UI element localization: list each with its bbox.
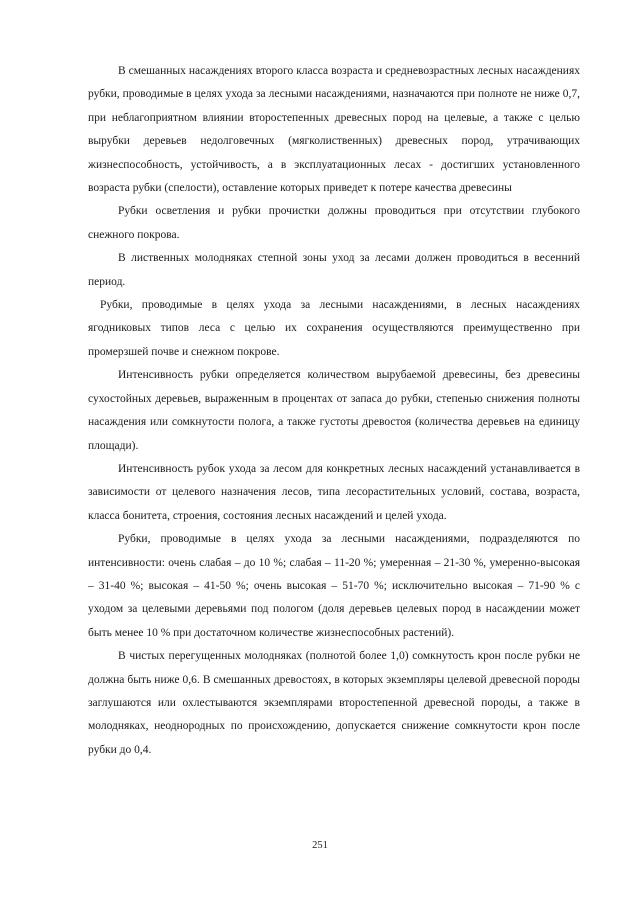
- paragraph-6: Интенсивность рубок ухода за лесом для конкретных лесных насаждений устанавливается в зависимости от целевого назначения лесов, типа лесорастительных условий, состава, возраста, класса бонитета, строения, состояния лесных насаждений и целей ухода.: [88, 462, 580, 522]
- paragraph-4: Рубки, проводимые в целях ухода за лесными насаждениями, в лесных насаждениях ягодниковых типов леса с целью их сохранения осуществляются преимущественно при промерзшей почве и снежном покрове.: [88, 299, 580, 358]
- paragraph-3: В лиственных молодняках степной зоны уход за лесами должен проводиться в весенний период.: [88, 252, 580, 288]
- paragraph-7: Рубки, проводимые в целях ухода за лесными насаждениями, подразделяются по интенсивности: очень слабая – до 10 %; слабая – 11-20 %; умеренная – 21-30 %, умеренно-высокая – 31-40 %; высокая – 41-50 %; очень высокая – 51-70 %; исключительно высокая – 71-90 % с уходом за целевыми деревьями под пологом (доля деревьев целевых пород в насаждении может быть менее 10 % при достаточном количестве жизнеспособных растений).: [88, 533, 580, 639]
- paragraph-2: Рубки осветления и рубки прочистки должны проводиться при отсутствии глубокого снежного покрова.: [88, 205, 580, 241]
- paragraph-8: В чистых перегущенных молодняках (полнотой более 1,0) сомкнутость крон после рубки не должна быть ниже 0,6. В смешанных древостоях, в которых экземпляры целевой древесной породы заглушаются или охлестываются экземплярами второстепенной древесной породы, а также в молодняках, неоднородных по происхождению, допускается снижение сомкнутости крон после рубки до 0,4.: [88, 650, 580, 756]
- paragraph-1: В смешанных насаждениях второго класса возраста и средневозрастных лесных насаждениях рубки, проводимые в целях ухода за лесными насаждениями, назначаются при полноте не ниже 0,7, при неблагоприятном влиянии второстепенных древесных пород на целевые, а также с целью вырубки деревьев недолговечных (мягколиственных) древесных пород, утрачивающих жизнеспособность, устойчивость, а в эксплуатационных лесах - достигших установленного возраста рубки (спелости), оставление которых приведет к потере качества древесины: [88, 65, 580, 195]
- page-number: 251: [312, 840, 328, 851]
- paragraph-5: Интенсивность рубки определяется количеством вырубаемой древесины, без древесины сухостойных деревьев, выраженным в процентах от запаса до рубки, степенью снижения полноты насаждения или сомкнутости полога, а также густоты древостоя (количества деревьев на единицу площади).: [88, 369, 580, 452]
- body-text: [88, 60, 580, 762]
